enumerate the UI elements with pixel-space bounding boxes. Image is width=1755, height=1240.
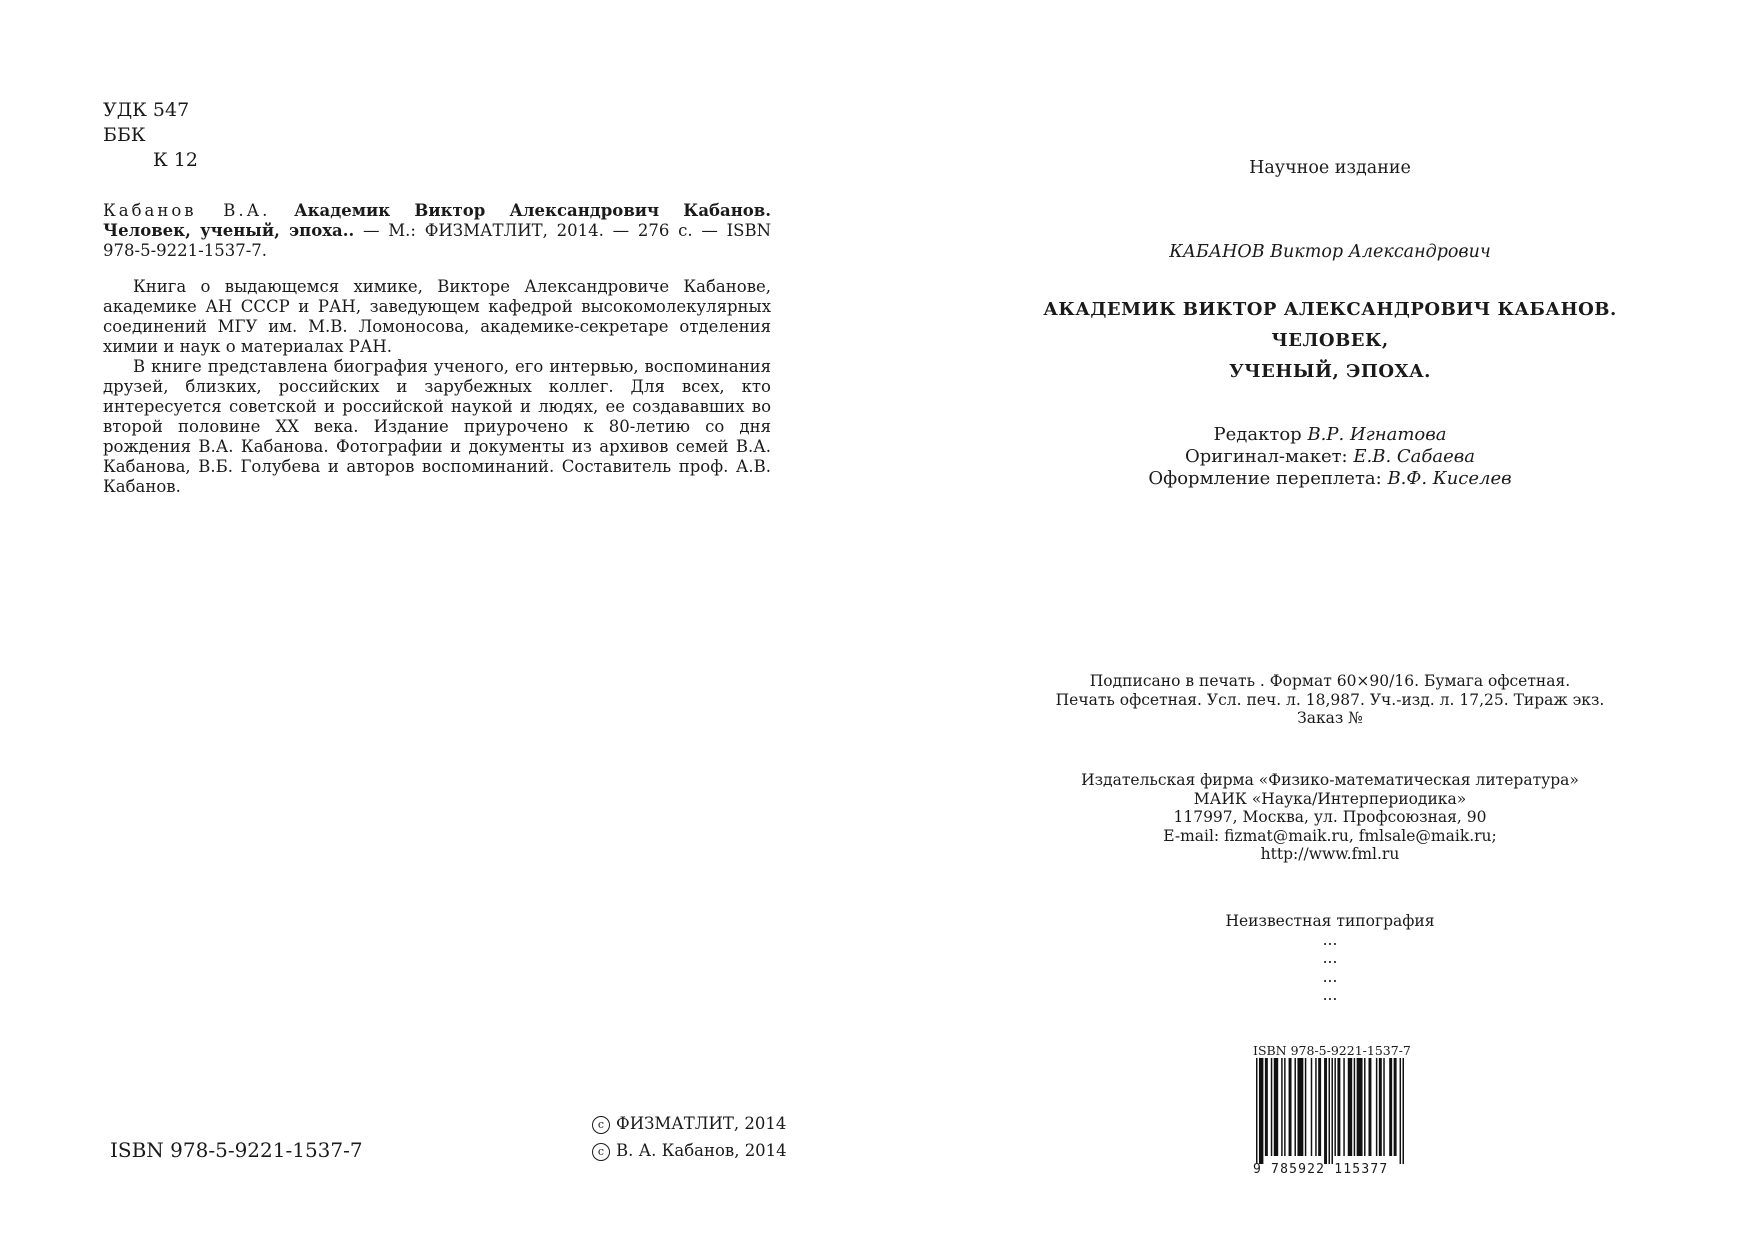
imprint-line: Печать офсетная. Усл. печ. л. 18,987. Уч.-изд. л. 17,25. Тираж экз. — [1055, 690, 1605, 709]
publisher-line: E-mail: fizmat@maik.ru, fmlsale@maik.ru; — [1163, 826, 1497, 845]
copyright-text: В. А. Кабанов, 2014 — [616, 1141, 787, 1160]
publisher-line: МАИК «Наука/Интерпериодика» — [1193, 789, 1467, 808]
annotation-paragraph: Книга о выдающемся химике, Викторе Александровиче Кабанове, академике АН СССР и РАН, заведующем кафедрой высокомолекулярных соединений МГУ им. М.В. Ломоносова, академике-секретаре отделения химии и наук о материалах РАН. — [103, 277, 771, 356]
barcode-bar — [1343, 1058, 1344, 1156]
printer-name: Неизвестная типография — [1225, 912, 1435, 930]
book-title-line: АКАДЕМИК ВИКТОР АЛЕКСАНДРОВИЧ КАБАНОВ. ЧЕЛОВЕК, — [1043, 299, 1617, 351]
credit-person: В.Ф. Киселев — [1387, 468, 1512, 489]
barcode-bar — [1394, 1058, 1397, 1156]
isbn-left: ISBN 978-5-9221-1537-7 — [110, 1138, 363, 1162]
barcode-digits: 9 785922 115377 — [1253, 1162, 1389, 1177]
imprint-line: Заказ № — [1297, 709, 1363, 727]
barcode-bar — [1271, 1058, 1272, 1156]
barcode-bar — [1315, 1058, 1316, 1156]
barcode-bar — [1297, 1058, 1303, 1156]
barcode-bar — [1281, 1058, 1282, 1156]
biblio-title: Академик Виктор Александрович Кабанов. Человек, ученый, эпоха.. — [103, 201, 771, 240]
publisher-line: http://www.fml.ru — [1260, 845, 1400, 863]
book-title-line: УЧЕНЫЙ, ЭПОХА. — [1229, 361, 1431, 382]
barcode-bar — [1265, 1058, 1268, 1156]
barcode-bar — [1311, 1058, 1312, 1156]
credit-line — [1000, 446, 1660, 468]
publisher-info — [1000, 771, 1660, 864]
copyright-publisher — [592, 1114, 786, 1134]
barcode-bar — [1334, 1058, 1335, 1156]
publisher-line: Издательская фирма «Физико-математическая литература» — [1081, 771, 1579, 789]
barcode-bar — [1389, 1058, 1392, 1156]
annotation — [103, 277, 771, 497]
barcode-bar — [1318, 1058, 1321, 1156]
barcode-bar — [1274, 1058, 1278, 1156]
barcode-bar — [1364, 1058, 1365, 1156]
classification-block — [103, 98, 198, 173]
copyright-icon: c — [592, 1116, 610, 1134]
publisher-line: 117997, Москва, ул. Профсоюзная, 90 — [1173, 808, 1487, 826]
book-author: КАБАНОВ Виктор Александрович — [1169, 242, 1491, 262]
barcode-bar — [1376, 1058, 1377, 1156]
barcode-bar — [1305, 1058, 1306, 1156]
imprint-line: Подписано в печать . Формат 60×90/16. Бумага офсетная. — [1089, 672, 1571, 690]
barcode-bar — [1329, 1058, 1330, 1164]
barcode-bar — [1256, 1058, 1257, 1164]
credit-person: Е.В. Сабаева — [1353, 446, 1475, 467]
biblio-author: Кабанов В.А. — [103, 201, 271, 220]
barcode-bar — [1348, 1058, 1352, 1156]
credit-person: В.Р. Игнатова — [1307, 424, 1447, 445]
credit-role: Редактор — [1213, 424, 1302, 445]
edition-type: Научное издание — [1249, 158, 1411, 178]
author-mark: К 12 — [153, 149, 198, 171]
printer-line: ... — [1322, 967, 1338, 986]
barcode-bar — [1379, 1058, 1382, 1156]
credit-role: Оформление переплета: — [1148, 468, 1382, 489]
barcode-icon — [1253, 1058, 1408, 1164]
barcode-isbn: ISBN 978-5-9221-1537-7 — [1253, 1043, 1411, 1058]
barcode-bar — [1383, 1058, 1384, 1156]
copyright-icon: c — [592, 1143, 610, 1161]
udk-code: УДК 547 — [103, 99, 190, 121]
copyright-text: ФИЗМАТЛИТ, 2014 — [616, 1114, 787, 1133]
barcode-bar — [1368, 1058, 1371, 1156]
credit-role: Оригинал-макет: — [1185, 446, 1348, 467]
bbk-code: ББК — [103, 124, 146, 146]
barcode-bar — [1324, 1058, 1327, 1164]
print-imprint — [1000, 672, 1660, 728]
barcode-bar — [1331, 1058, 1332, 1164]
barcode-bar — [1354, 1058, 1355, 1156]
annotation-paragraph: В книге представлена биография ученого, его интервью, воспоминания друзей, близких, российских и зарубежных коллег. Для всех, кто интересуется советской и российской наукой и людях, ее создававших во второй половине XX века. Издание приурочено к 80-летию со дня рождения В.А. Кабанова. Фотографии и документы из архивов семей В.А. Кабанова, В.Б. Голубева и авторов воспоминаний. Составитель проф. А.В. Кабанов. — [103, 357, 771, 496]
barcode-bar — [1357, 1058, 1363, 1156]
barcode-bar — [1403, 1058, 1404, 1164]
barcode-bar — [1259, 1058, 1263, 1164]
credit-line — [1000, 424, 1660, 446]
isbn-barcode — [1253, 1043, 1411, 1177]
printer-line: ... — [1322, 930, 1338, 949]
credit-line — [1000, 468, 1660, 490]
printer-line: ... — [1322, 986, 1338, 1004]
barcode-bar — [1337, 1058, 1340, 1156]
credits — [1000, 424, 1660, 490]
biblio-rest: — М.: ФИЗМАТЛИТ, 2014. — 276 с. — ISBN 978-5-9221-1537-7. — [103, 221, 772, 260]
bibliographic-record — [103, 201, 771, 261]
barcode-bar — [1284, 1058, 1285, 1156]
printer-line: ... — [1322, 949, 1338, 967]
copyright-author — [592, 1141, 787, 1161]
book-title — [1000, 294, 1660, 387]
printer-info — [1000, 912, 1660, 1005]
barcode-bar — [1400, 1058, 1401, 1164]
barcode-bar — [1294, 1058, 1295, 1156]
barcode-bar — [1289, 1058, 1292, 1156]
